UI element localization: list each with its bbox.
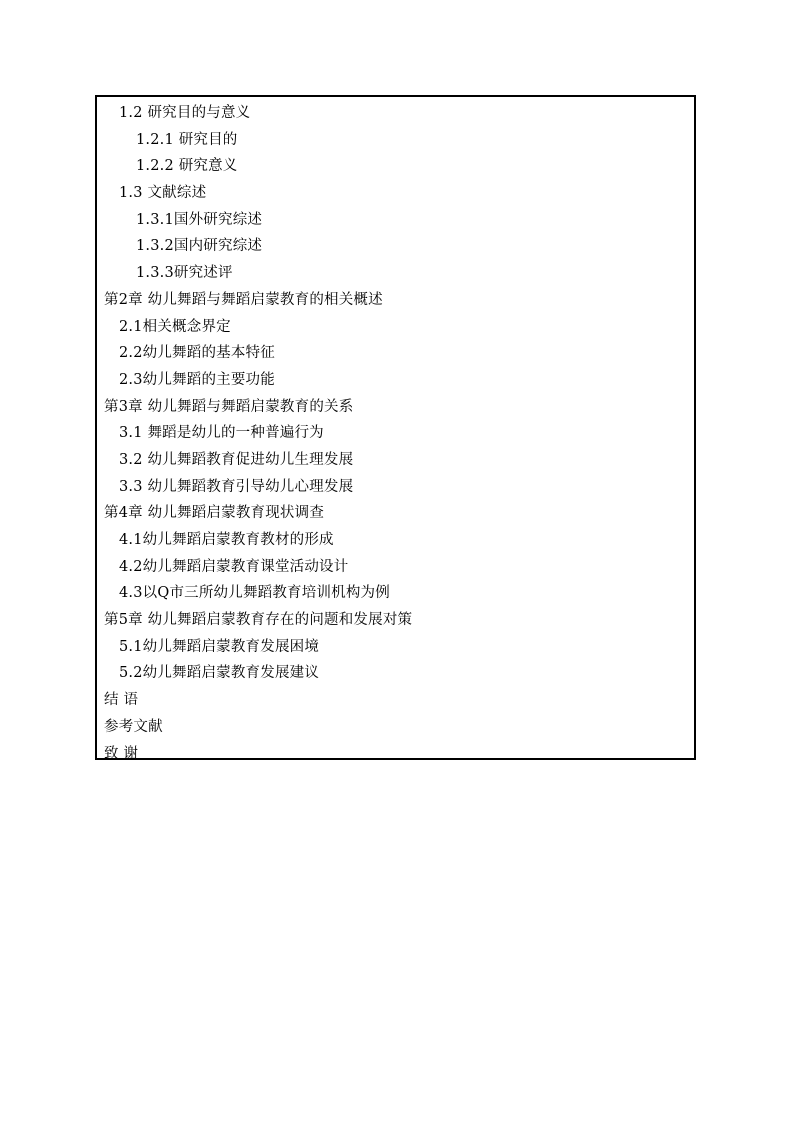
toc-conclusion: 结 语	[104, 692, 139, 709]
toc-entry-2-2: 2.2幼儿舞蹈的基本特征	[119, 345, 275, 362]
toc-chapter-5: 第5章 幼儿舞蹈启蒙教育存在的问题和发展对策	[104, 612, 413, 629]
toc-entry-3-2: 3.2 幼儿舞蹈教育促进幼儿生理发展	[119, 451, 354, 468]
toc-entry-1-2: 1.2 研究目的与意义	[119, 105, 251, 121]
toc-entry-3-1: 3.1 舞蹈是幼儿的一种普遍行为	[119, 425, 324, 442]
toc-entry-5-2: 5.2幼儿舞蹈启蒙教育发展建议	[119, 665, 320, 682]
toc-chapter-2: 第2章 幼儿舞蹈与舞蹈启蒙教育的相关概述	[104, 291, 383, 308]
toc-chapter-4: 第4章 幼儿舞蹈启蒙教育现状调查	[104, 505, 325, 522]
toc-entry-1-2-1: 1.2.1 研究目的	[136, 131, 238, 148]
toc-list	[97, 100, 694, 767]
toc-entry-2-3: 2.3幼儿舞蹈的主要功能	[119, 371, 275, 388]
toc-references: 参考文献	[104, 718, 163, 735]
toc-entry-4-1: 4.1幼儿舞蹈启蒙教育教材的形成	[119, 532, 334, 548]
toc-entry-1-3-2: 1.3.2国内研究综述	[136, 238, 263, 255]
table-of-contents	[95, 95, 696, 760]
toc-entry-5-1: 5.1幼儿舞蹈启蒙教育发展困境	[119, 638, 320, 655]
toc-entry-1-2-2: 1.2.2 研究意义	[136, 158, 238, 175]
toc-chapter-3: 第3章 幼儿舞蹈与舞蹈启蒙教育的关系	[104, 398, 354, 415]
toc-entry-3-3: 3.3 幼儿舞蹈教育引导幼儿心理发展	[119, 478, 354, 495]
toc-entry-2-1: 2.1相关概念界定	[119, 318, 231, 335]
toc-entry-1-3-3: 1.3.3研究述评	[136, 265, 233, 282]
toc-acknowledgements: 致 谢	[104, 745, 139, 762]
toc-entry-4-2: 4.2幼儿舞蹈启蒙教育课堂活动设计	[119, 558, 349, 575]
toc-entry-1-3-1: 1.3.1国外研究综述	[136, 211, 263, 228]
toc-entry-1-3: 1.3 文献综述	[119, 185, 207, 202]
toc-entry-4-3: 4.3以Q市三所幼儿舞蹈教育培训机构为例	[119, 585, 390, 602]
